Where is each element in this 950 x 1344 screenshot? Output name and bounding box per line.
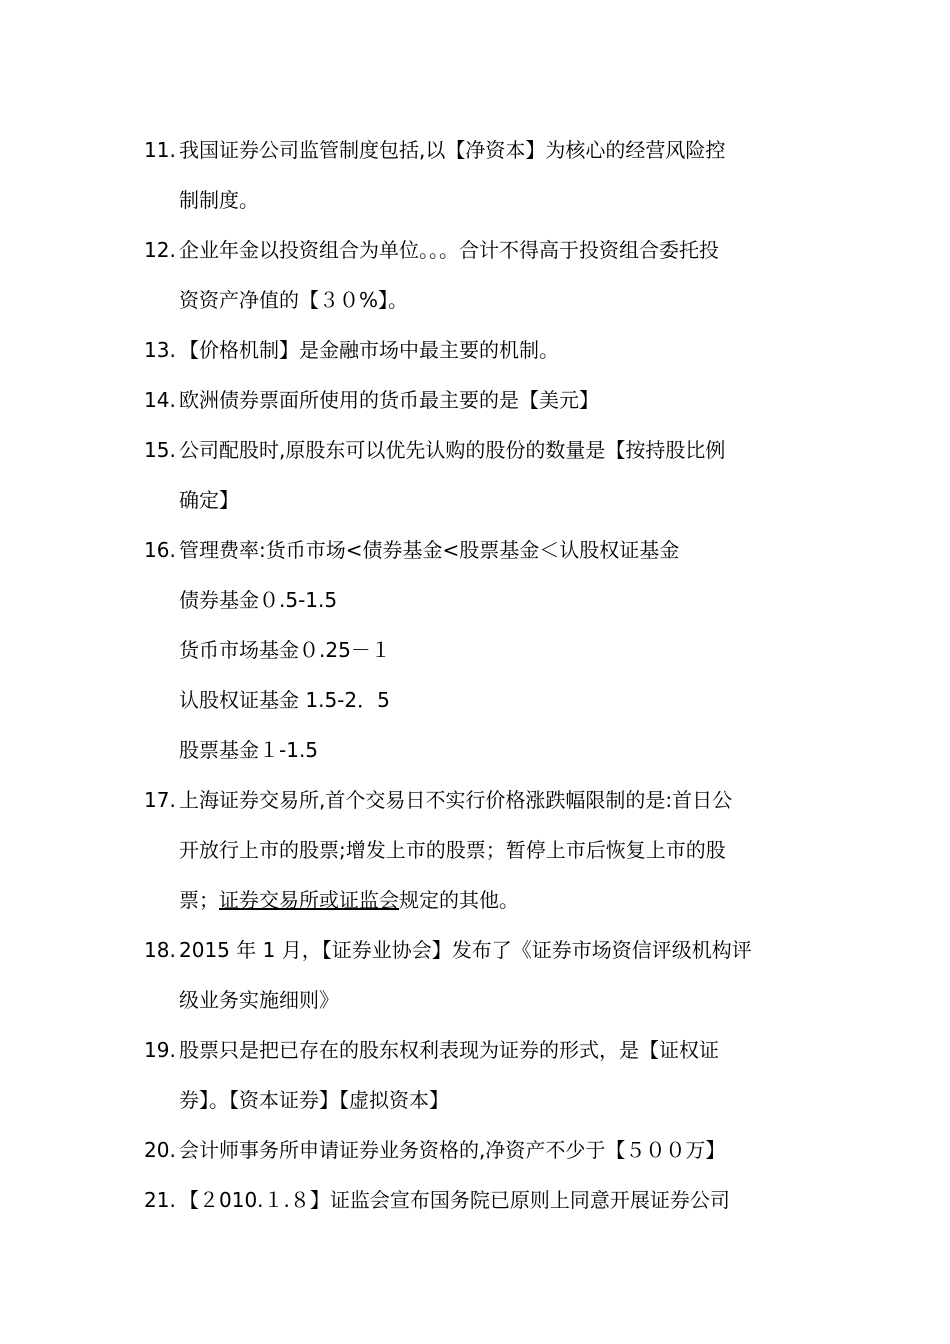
item-text: 欧洲债券票面所使用的货币最主要的是【美元】 <box>179 388 599 412</box>
item-text: 会计师事务所申请证券业务资格的,净资产不少于【５００万】 <box>179 1138 726 1162</box>
list-item-line <box>144 1075 808 1125</box>
list-item-line <box>144 925 808 975</box>
item-text: 资资产净值的【３０%】。 <box>179 288 409 312</box>
item-text: 券】。【资本证券】【虚拟资本】 <box>179 1088 449 1112</box>
item-text: 确定】 <box>179 488 239 512</box>
item-text: 股票基金１-1.5 <box>179 738 319 762</box>
item-text: 制制度。 <box>179 188 259 212</box>
list-item-line <box>144 625 808 675</box>
list-item-line <box>144 575 808 625</box>
item-number: 13. <box>144 338 176 362</box>
item-text-segment: 规定的其他。 <box>399 888 519 912</box>
item-text: 企业年金以投资组合为单位。。。合计不得高于投资组合委托投 <box>179 238 719 262</box>
item-text: 【价格机制】是金融市场中最主要的机制。 <box>179 338 559 362</box>
list-item-line <box>144 475 808 525</box>
item-text: 上海证券交易所,首个交易日不实行价格涨跌幅限制的是:首日公 <box>179 788 733 812</box>
item-text: 2015 年 1 月，【证券业协会】发布了《证券市场资信评级机构评 <box>179 938 752 962</box>
underlined-text: 证券交易所或证监会 <box>219 888 399 912</box>
list-item-line <box>144 875 808 925</box>
item-text: 【２010.１.８】证监会宣布国务院已原则上同意开展证券公司 <box>179 1188 730 1212</box>
list-item-line <box>144 775 808 825</box>
list-item-line <box>144 725 808 775</box>
list-item-line <box>144 1175 808 1225</box>
item-number: 12. <box>144 238 176 262</box>
item-number: 14. <box>144 388 176 412</box>
list-item-line <box>144 175 808 225</box>
list-item-line <box>144 125 808 175</box>
item-text: 公司配股时,原股东可以优先认购的股份的数量是【按持股比例 <box>179 438 726 462</box>
list-item-line <box>144 1125 808 1175</box>
item-text: 开放行上市的股票;增发上市的股票；暂停上市后恢复上市的股 <box>179 838 726 862</box>
list-item-line <box>144 675 808 725</box>
list-item-line <box>144 1025 808 1075</box>
list-item-line <box>144 425 808 475</box>
item-text: 股票只是把已存在的股东权利表现为证券的形式，是【证权证 <box>179 1038 719 1062</box>
item-text: 认股权证基金 1.5-2．5 <box>179 688 390 712</box>
item-number: 21. <box>144 1188 176 1212</box>
list-item-line <box>144 825 808 875</box>
item-number: 16. <box>144 538 176 562</box>
item-number: 17. <box>144 788 176 812</box>
item-text: 货币市场基金０.25－１ <box>179 638 391 662</box>
question-list <box>144 125 808 1225</box>
item-number: 19. <box>144 1038 176 1062</box>
item-text: 我国证券公司监管制度包括,以【净资本】为核心的经营风险控 <box>179 138 726 162</box>
list-item-line <box>144 225 808 275</box>
item-number: 11. <box>144 138 176 162</box>
list-item-line <box>144 325 808 375</box>
item-number: 20. <box>144 1138 176 1162</box>
list-item-line <box>144 275 808 325</box>
item-text: 债券基金０.5-1.5 <box>179 588 338 612</box>
item-number: 18. <box>144 938 176 962</box>
item-text-segment: 票； <box>179 888 219 912</box>
list-item-line <box>144 975 808 1025</box>
item-text: 管理费率:货币市场<债券基金<股票基金＜认股权证基金 <box>179 538 680 562</box>
item-text: 级业务实施细则》 <box>179 988 339 1012</box>
item-text <box>179 875 519 925</box>
item-number: 15. <box>144 438 176 462</box>
list-item-line <box>144 375 808 425</box>
list-item-line <box>144 525 808 575</box>
